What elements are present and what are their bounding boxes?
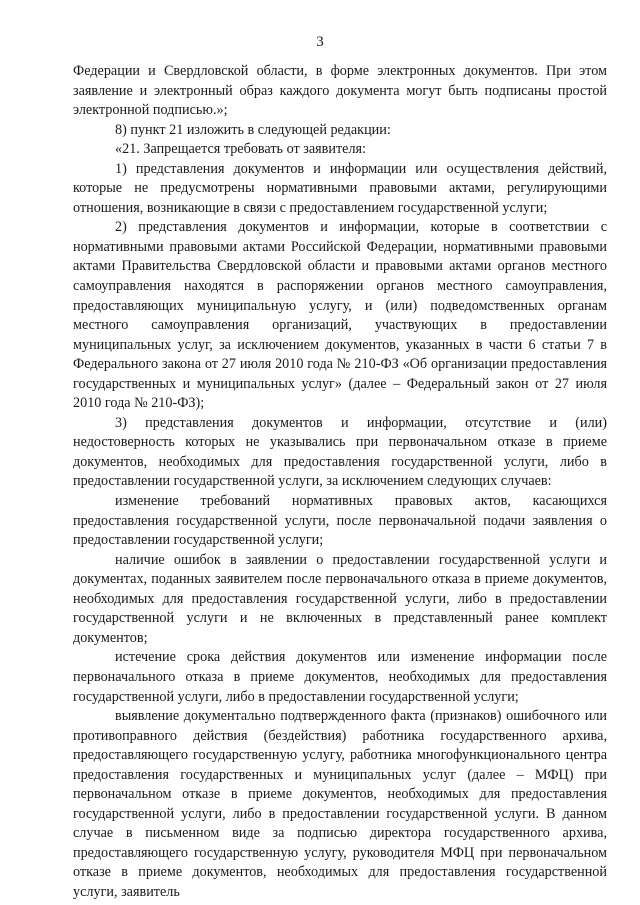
paragraph-subitem-1: 1) представления документов и информации или осуществления действий, которые не предусмотрены нормативными правовыми актами, регулирующими отношения, возникающие в связи с предоставлением государственной услуги; xyxy=(73,160,607,216)
paragraph-case-violation: выявление документально подтвержденного факта (признаков) ошибочного или противоправного действия (бездействия) работника государственного архива, предоставляющего государственную услугу, работника многофункционального центра предоставления государственных и муниципальных услуг (далее – МФЦ) при первоначальном отказе в приеме документов, необходимых для предоставления государственной услуги, либо в предоставлении государственной услуги. В данном случае в письменном виде за подписью директора государственного архива, предоставляющего государственную услугу, руководителя МФЦ при первоначальном отказе в приеме документов, необходимых для предоставления государственной услуги, заявитель xyxy=(73,708,607,900)
paragraph-continuation: Федерации и Свердловской области, в форме электронных документов. При этом заявление и электронный образ каждого документа могут быть подписаны простой электронной подписью.»; xyxy=(73,63,607,119)
paragraph-case-requirements-change: изменение требований нормативных правовых актов, касающихся предоставления государственной услуги, после первоначальной подачи заявления о предоставлении государственной услуги; xyxy=(73,493,607,549)
paragraph-subitem-2: 2) представления документов и информации, которые в соответствии с нормативными правовыми актами Российской Федерации, нормативными правовыми актами Правительства Свердловской области и правовыми актами органов местного самоуправления находятся в распоряжении органов местного самоуправления, предоставляющих муниципальную услугу, и (или) подведомственных органам местного самоуправления организаций, участвующих в предоставлении муниципальных услуг, за исключением документов, указанных в части 6 статьи 7 в Федерального закона от 27 июля 2010 года № 210-ФЗ «Об организации предоставления государственных и муниципальных услуг» (далее – Федеральный закон от 27 июля 2010 года № 210-ФЗ); xyxy=(73,219,607,412)
paragraph-clause-21: «21. Запрещается требовать от заявителя: xyxy=(115,141,366,158)
paragraph-case-expiry: истечение срока действия документов или изменение информации после первоначального отказа в приеме документов, необходимых для предоставления государственной услуги, либо в предоставлении государственной услуги; xyxy=(73,649,607,705)
page-number: 3 xyxy=(316,34,324,50)
paragraph-item-8: 8) пункт 21 изложить в следующей редакции: xyxy=(115,121,391,138)
paragraph-case-errors: наличие ошибок в заявлении о предоставлении государственной услуги и документах, поданных заявителем после первоначального отказа в приеме документов, необходимых для предоставления государственной услуги, либо в предоставлении государственной услуги и не включенных в представленный ранее комплект документов; xyxy=(73,551,607,646)
document-body xyxy=(73,62,607,903)
paragraph-subitem-3: 3) представления документов и информации, отсутствие и (или) недостоверность которых не указывались при первоначальном отказе в приеме документов, необходимых для предоставления государственной услуги, либо в предоставлении государственной услуги, за исключением следующих случаев: xyxy=(73,414,607,490)
